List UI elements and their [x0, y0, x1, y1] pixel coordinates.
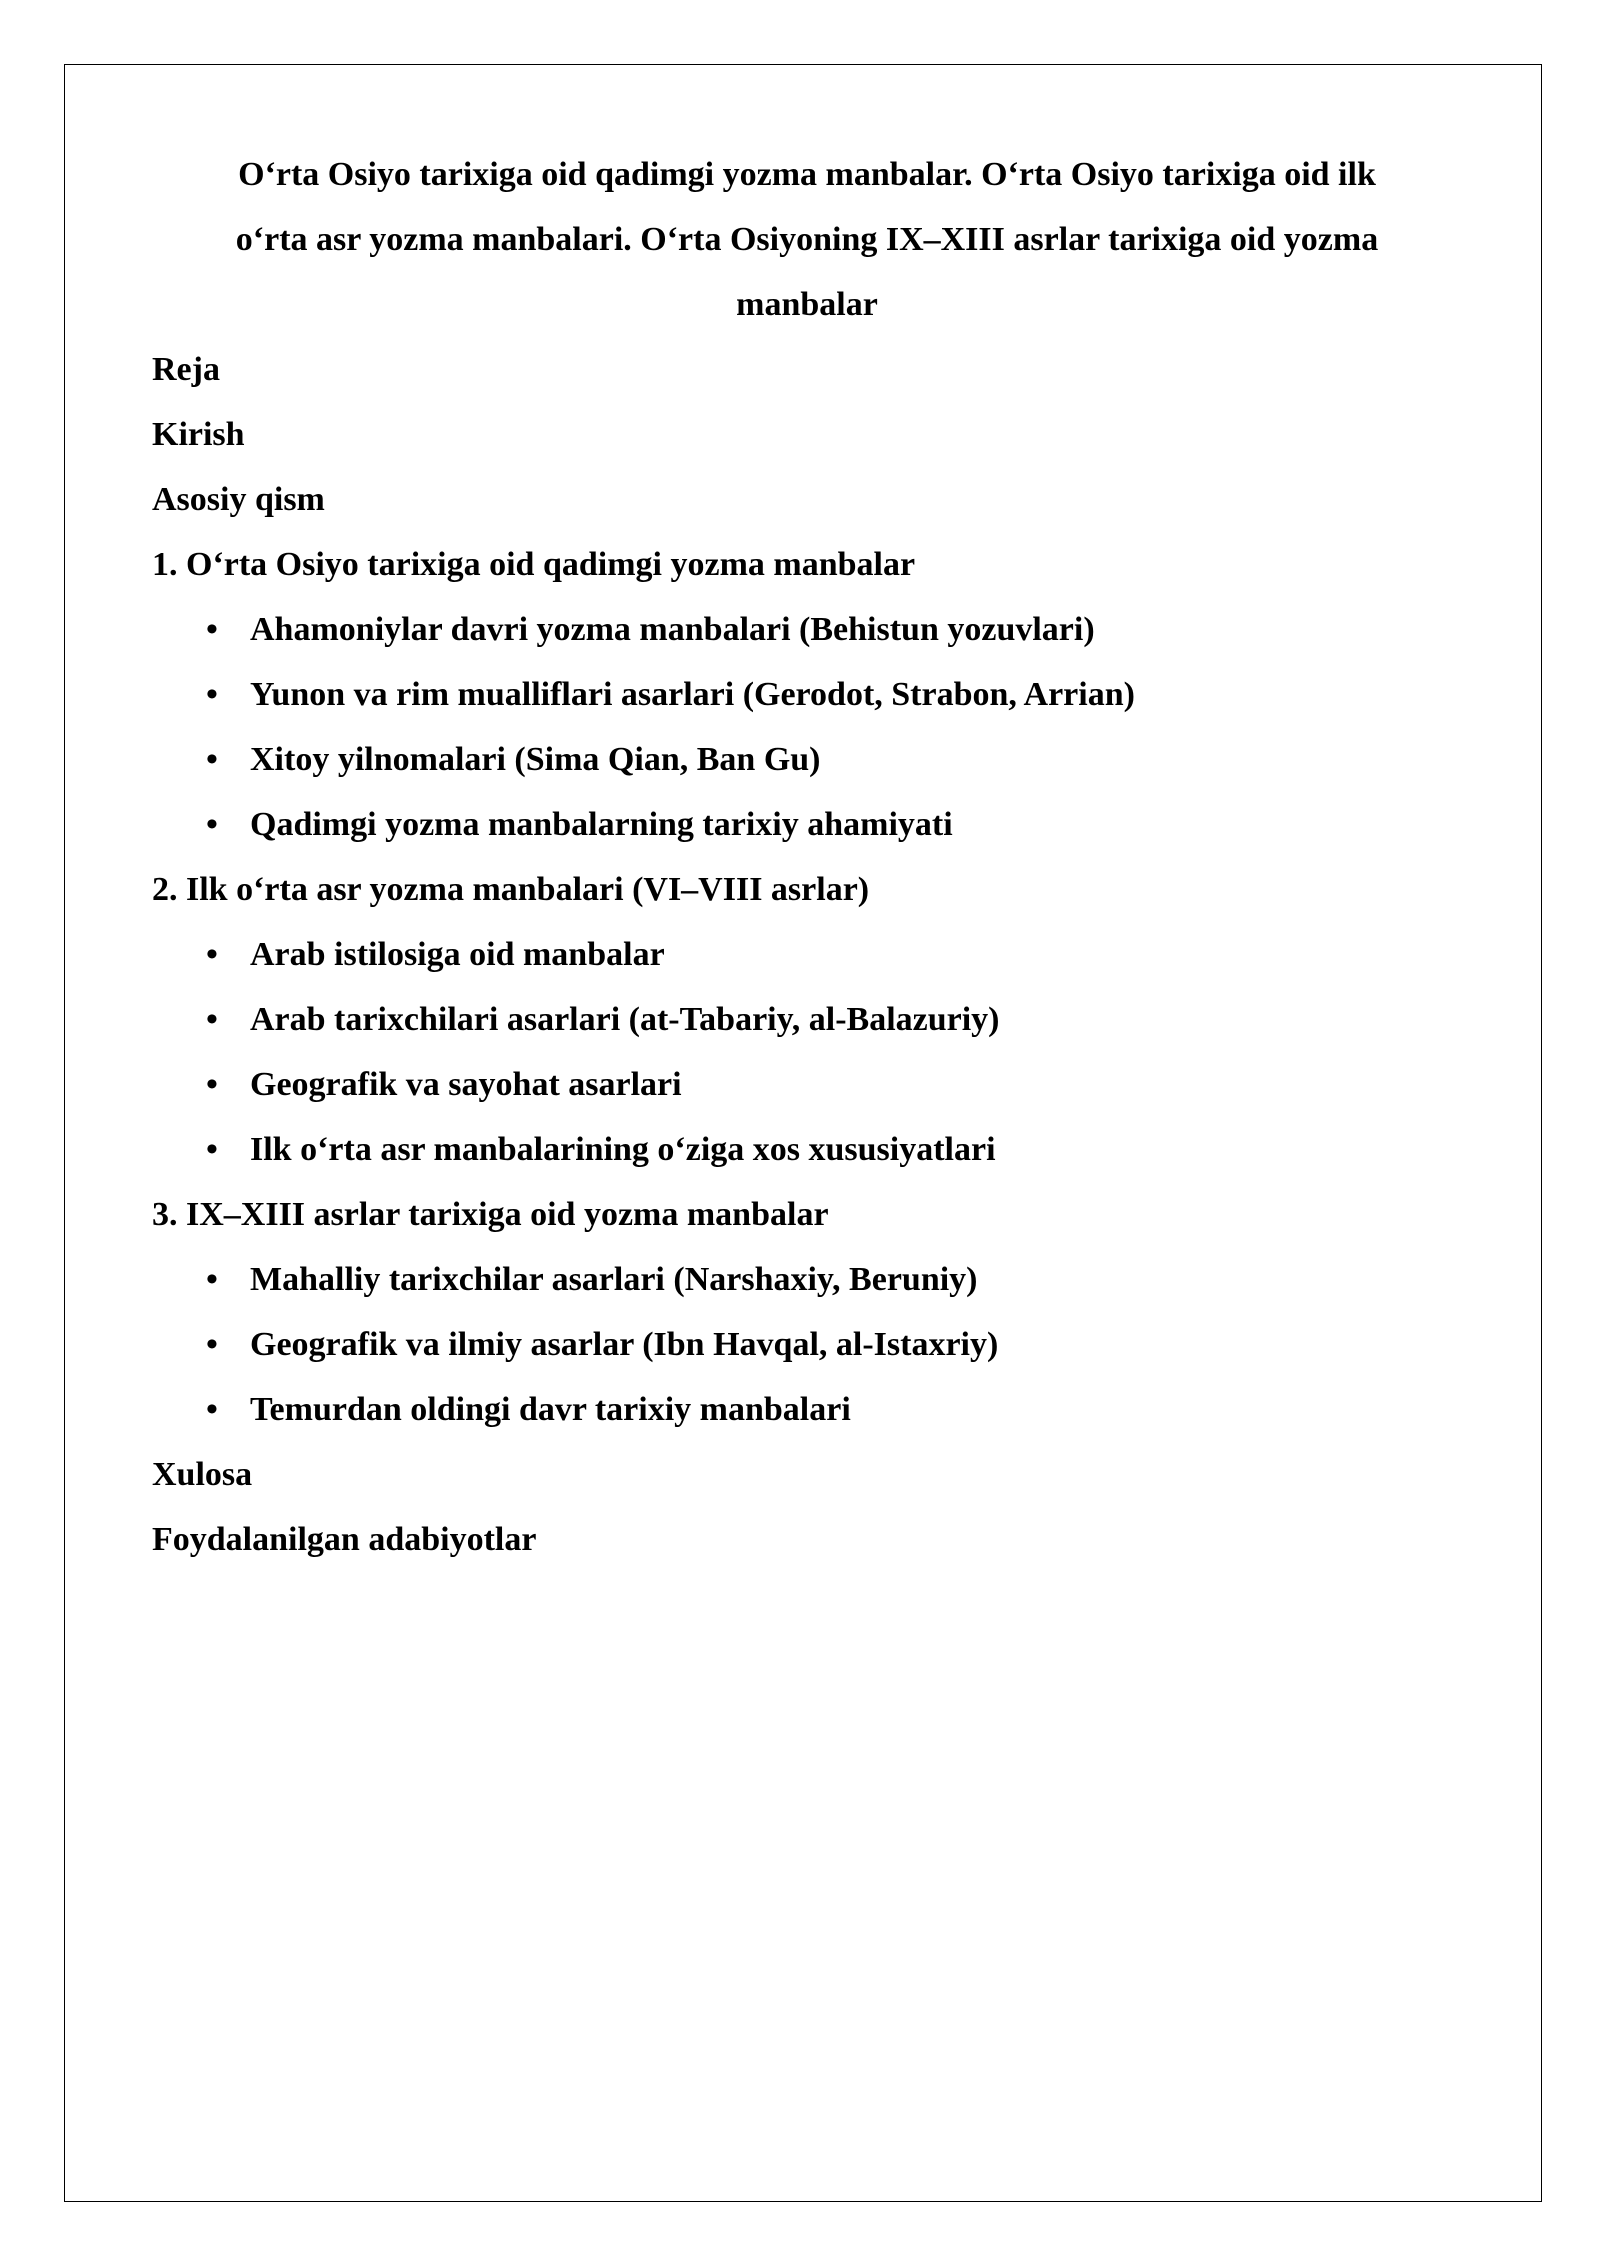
title-line-3: manbalar	[736, 286, 878, 323]
bullet-icon: •	[206, 611, 218, 648]
list-item-text: Temurdan oldingi davr tarixiy manbalari	[250, 1391, 851, 1428]
list-item-text: Xitoy yilnomalari (Sima Qian, Ban Gu)	[250, 741, 821, 778]
bullet-icon: •	[206, 936, 218, 973]
section-1-list	[152, 597, 1462, 857]
section-1-heading: 1. O‘rta Osiyo tarixiga oid qadimgi yozma manbalar	[152, 546, 916, 583]
bullet-icon: •	[206, 1391, 218, 1428]
title-line-2: o‘rta asr yozma manbalari. O‘rta Osiyoning IX–XIII asrlar tarixiga oid yozma	[235, 221, 1379, 258]
list-item	[152, 597, 1462, 662]
list-item-text: Arab istilosiga oid manbalar	[250, 936, 665, 973]
document-title	[152, 142, 1462, 337]
list-item	[152, 727, 1462, 792]
conclusion-heading: Xulosa	[152, 1456, 253, 1493]
list-item	[152, 1117, 1462, 1182]
bullet-icon: •	[206, 1001, 218, 1038]
section-2-list	[152, 922, 1462, 1182]
list-item-text: Mahalliy tarixchilar asarlari (Narshaxiy, Beruniy)	[250, 1261, 978, 1298]
list-item	[152, 1247, 1462, 1312]
plan-heading: Reja	[152, 351, 220, 388]
section-3-heading: 3. IX–XIII asrlar tarixiga oid yozma manbalar	[152, 1196, 829, 1233]
list-item-text: Geografik va sayohat asarlari	[250, 1066, 682, 1103]
list-item-text: Qadimgi yozma manbalarning tarixiy ahamiyati	[250, 806, 953, 843]
list-item-text: Ilk o‘rta asr manbalarining o‘ziga xos xususiyatlari	[250, 1131, 996, 1168]
list-item	[152, 987, 1462, 1052]
bullet-icon: •	[206, 1326, 218, 1363]
list-item	[152, 1312, 1462, 1377]
list-item-text: Ahamoniylar davri yozma manbalari (Behistun yozuvlari)	[250, 611, 1095, 648]
references-heading: Foydalanilgan adabiyotlar	[152, 1521, 537, 1558]
document-body	[152, 142, 1462, 1572]
intro-heading: Kirish	[152, 416, 245, 453]
bullet-icon: •	[206, 741, 218, 778]
title-line-1: O‘rta Osiyo tarixiga oid qadimgi yozma manbalar. O‘rta Osiyo tarixiga oid ilk	[238, 156, 1376, 193]
list-item	[152, 1377, 1462, 1442]
bullet-icon: •	[206, 806, 218, 843]
section-2-heading: 2. Ilk o‘rta asr yozma manbalari (VI–VIII asrlar)	[152, 871, 870, 908]
section-3-list	[152, 1247, 1462, 1442]
list-item-text: Arab tarixchilari asarlari (at-Tabariy, al-Balazuriy)	[250, 1001, 1000, 1038]
list-item-text: Geografik va ilmiy asarlar (Ibn Havqal, al-Istaxriy)	[250, 1326, 999, 1363]
bullet-icon: •	[206, 1066, 218, 1103]
list-item	[152, 1052, 1462, 1117]
list-item	[152, 792, 1462, 857]
bullet-icon: •	[206, 1131, 218, 1168]
bullet-icon: •	[206, 676, 218, 713]
list-item-text: Yunon va rim mualliflari asarlari (Gerodot, Strabon, Arrian)	[250, 676, 1135, 713]
list-item	[152, 922, 1462, 987]
bullet-icon: •	[206, 1261, 218, 1298]
main-part-heading: Asosiy qism	[152, 481, 325, 518]
list-item	[152, 662, 1462, 727]
